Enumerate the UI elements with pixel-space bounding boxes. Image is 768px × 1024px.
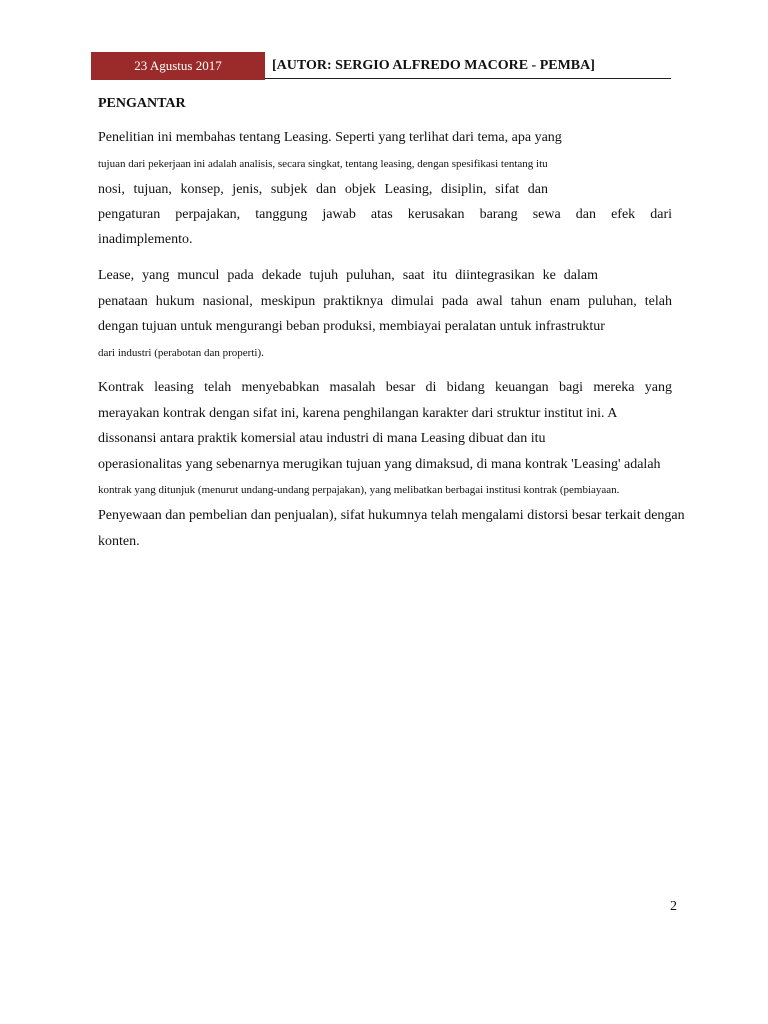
header-rule [265, 78, 671, 79]
paragraph-line: nosi, tujuan, konsep, jenis, subjek dan objek Leasing, disiplin, sifat dan [98, 182, 548, 197]
paragraph-line: kontrak yang ditunjuk (menurut undang-undang perpajakan), yang melibatkan berbagai institusi kontrak (pembiayaan. [98, 484, 620, 496]
paragraph-line: dari industri (perabotan dan properti). [98, 347, 264, 359]
header-date-badge: 23 Agustus 2017 [91, 52, 265, 80]
paragraph-line: Lease, yang muncul pada dekade tujuh puluhan, saat itu diintegrasikan ke dalam [98, 268, 598, 283]
section-title: PENGANTAR [98, 96, 186, 111]
page-number: 2 [670, 899, 677, 914]
paragraph-line: tujuan dari pekerjaan ini adalah analisis, secara singkat, tentang leasing, dengan spesifikasi tentang itu [98, 158, 548, 170]
paragraph-line: merayakan kontrak dengan sifat ini, karena penghilangan karakter dari struktur institut ini. A [98, 406, 618, 421]
paragraph-line: Penyewaan dan pembelian dan penjualan), sifat hukumnya telah mengalami distorsi besar terkait dengan [98, 508, 685, 523]
header-author: [AUTOR: SERGIO ALFREDO MACORE - PEMBA] [272, 58, 595, 73]
paragraph-line: inadimplemento. [98, 232, 193, 247]
paragraph-line: dengan tujuan untuk mengurangi beban produksi, membiayai peralatan untuk infrastruktur [98, 319, 605, 334]
paragraph-line: operasionalitas yang sebenarnya merugikan tujuan yang dimaksud, di mana kontrak 'Leasing' adalah [98, 457, 661, 472]
paragraph-line: penataan hukum nasional, meskipun praktiknya dimulai pada awal tahun enam puluhan, telah [98, 294, 672, 309]
paragraph-line: Penelitian ini membahas tentang Leasing. Seperti yang terlihat dari tema, apa yang [98, 130, 562, 145]
paragraph-line: pengaturan perpajakan, tanggung jawab atas kerusakan barang sewa dan efek dari [98, 207, 672, 222]
paragraph-line: dissonansi antara praktik komersial atau industri di mana Leasing dibuat dan itu [98, 431, 546, 446]
paragraph-line: Kontrak leasing telah menyebabkan masalah besar di bidang keuangan bagi mereka yang [98, 380, 672, 395]
paragraph-line: konten. [98, 534, 140, 549]
